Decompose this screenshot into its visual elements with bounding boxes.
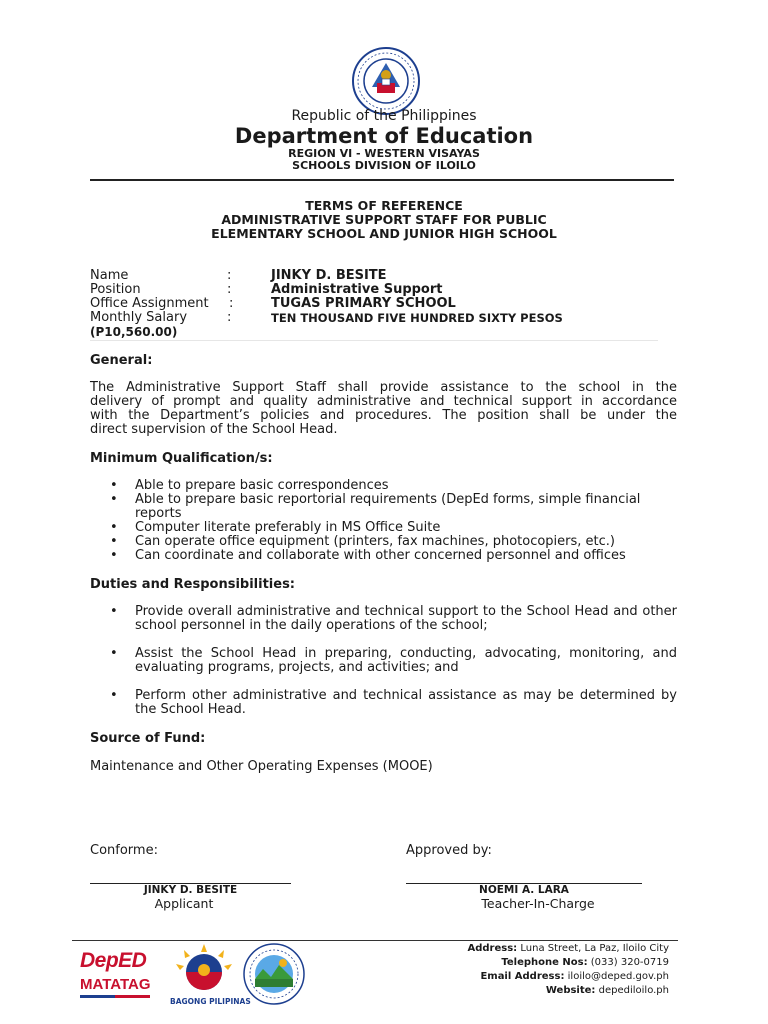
division-seal	[243, 943, 305, 1005]
footer-divider	[72, 940, 678, 941]
list-item: • Provide overall administrative and technical support to the School Head and other school personnel in the daily operations of the school;	[90, 605, 677, 633]
duties-heading: Duties and Responsibilities:	[90, 577, 296, 592]
general-line-1: The Administrative Support Staff shall provide assistance to the school in the	[90, 380, 677, 395]
address-label: Address:	[467, 943, 518, 954]
position-value: Administrative Support	[271, 282, 443, 297]
list-item: • Able to prepare basic reportorial requirements (DepEd forms, simple financial reports	[90, 493, 675, 521]
deped-seal	[352, 47, 420, 115]
list-item: • Able to prepare basic correspondences	[90, 479, 690, 493]
department-title: Department of Education	[234, 124, 534, 148]
division-line: SCHOOLS DIVISION OF ILOILO	[292, 159, 476, 172]
address-value: Luna Street, La Paz, Iloilo City	[520, 943, 669, 954]
general-line-4: direct supervision of the School Head.	[90, 422, 338, 437]
list-item: • Assist the School Head in preparing, conducting, advocating, monitoring, and evaluating programs, projects, and activities; and	[90, 647, 677, 675]
conforme-role: Applicant	[154, 896, 214, 911]
matatag-logo-text: MATATAG	[80, 976, 151, 993]
list-item: • Computer literate preferably in MS Office Suite	[90, 521, 690, 535]
footer-contact	[468, 942, 670, 998]
republic-line: Republic of the Philippines	[291, 108, 477, 124]
title-line-3: ELEMENTARY SCHOOL AND JUNIOR HIGH SCHOOL	[211, 226, 557, 241]
office-value: TUGAS PRIMARY SCHOOL	[271, 296, 456, 311]
general-line-2: delivery of prompt and quality administrative and technical support in accordance	[90, 394, 677, 409]
qualifications-heading: Minimum Qualification/s:	[90, 451, 273, 466]
info-divider	[90, 340, 658, 341]
bagong-pilipinas-logo	[170, 942, 251, 1006]
position-label: Position	[90, 282, 141, 297]
conforme-name: JINKY D. BESITE	[143, 884, 238, 896]
salary-label: Monthly Salary	[90, 310, 188, 325]
list-item: • Can operate office equipment (printers, fax machines, photocopiers, etc.)	[90, 535, 690, 549]
name-value: JINKY D. BESITE	[271, 268, 387, 283]
salary-value: TEN THOUSAND FIVE HUNDRED SIXTY PESOS	[271, 311, 563, 325]
conforme-label: Conforme:	[90, 843, 158, 858]
general-line-3: with the Department’s policies and procedures. The position shall be under the	[90, 408, 677, 423]
title-line-2: ADMINISTRATIVE SUPPORT STAFF FOR PUBLIC	[221, 212, 547, 227]
approved-role: Teacher-In-Charge	[481, 896, 595, 911]
employee-info	[90, 269, 690, 339]
duties-list	[90, 605, 690, 731]
email-label: Email Address:	[480, 971, 565, 982]
telephone-label: Telephone Nos:	[501, 957, 588, 968]
position-colon: :	[227, 282, 232, 297]
document-title	[0, 199, 768, 241]
region-line: REGION VI - WESTERN VISAYAS	[288, 147, 480, 160]
list-item: • Perform other administrative and technical assistance as may be determined by the School Head.	[90, 689, 677, 717]
office-colon: :	[229, 296, 234, 311]
header-divider	[90, 179, 674, 181]
salary-colon: :	[227, 310, 232, 325]
deped-logo-text: DepED	[80, 949, 147, 972]
approved-label: Approved by:	[406, 843, 492, 858]
name-label: Name	[90, 268, 129, 283]
website-line	[468, 984, 670, 998]
qualifications-list	[90, 479, 690, 563]
telephone-line	[468, 956, 670, 970]
website-value: depediloilo.ph	[598, 985, 669, 996]
deped-matatag-logo	[80, 950, 154, 1002]
bagong-pilipinas-emblem	[170, 942, 238, 992]
address-line	[468, 942, 670, 956]
bagong-pilipinas-text: BAGONG PILIPINAS	[170, 997, 251, 1006]
salary-amount: (P10,560.00)	[90, 325, 178, 339]
list-item: • Can coordinate and collaborate with other concerned personnel and offices	[90, 549, 690, 563]
email-value: iloilo@deped.gov.ph	[567, 971, 669, 982]
fund-text: Maintenance and Other Operating Expenses (MOOE)	[90, 759, 433, 774]
title-line-1: TERMS OF REFERENCE	[305, 198, 463, 213]
fund-heading: Source of Fund:	[90, 731, 206, 746]
general-paragraph	[90, 381, 677, 437]
email-line	[468, 970, 670, 984]
general-heading: General:	[90, 353, 153, 368]
website-label: Website:	[545, 985, 596, 996]
matatag-stripe	[80, 995, 150, 998]
name-colon: :	[227, 268, 232, 283]
approved-name: NOEMI A. LARA	[479, 884, 569, 896]
office-label: Office Assignment	[90, 296, 209, 311]
telephone-value: (033) 320-0719	[590, 957, 669, 968]
